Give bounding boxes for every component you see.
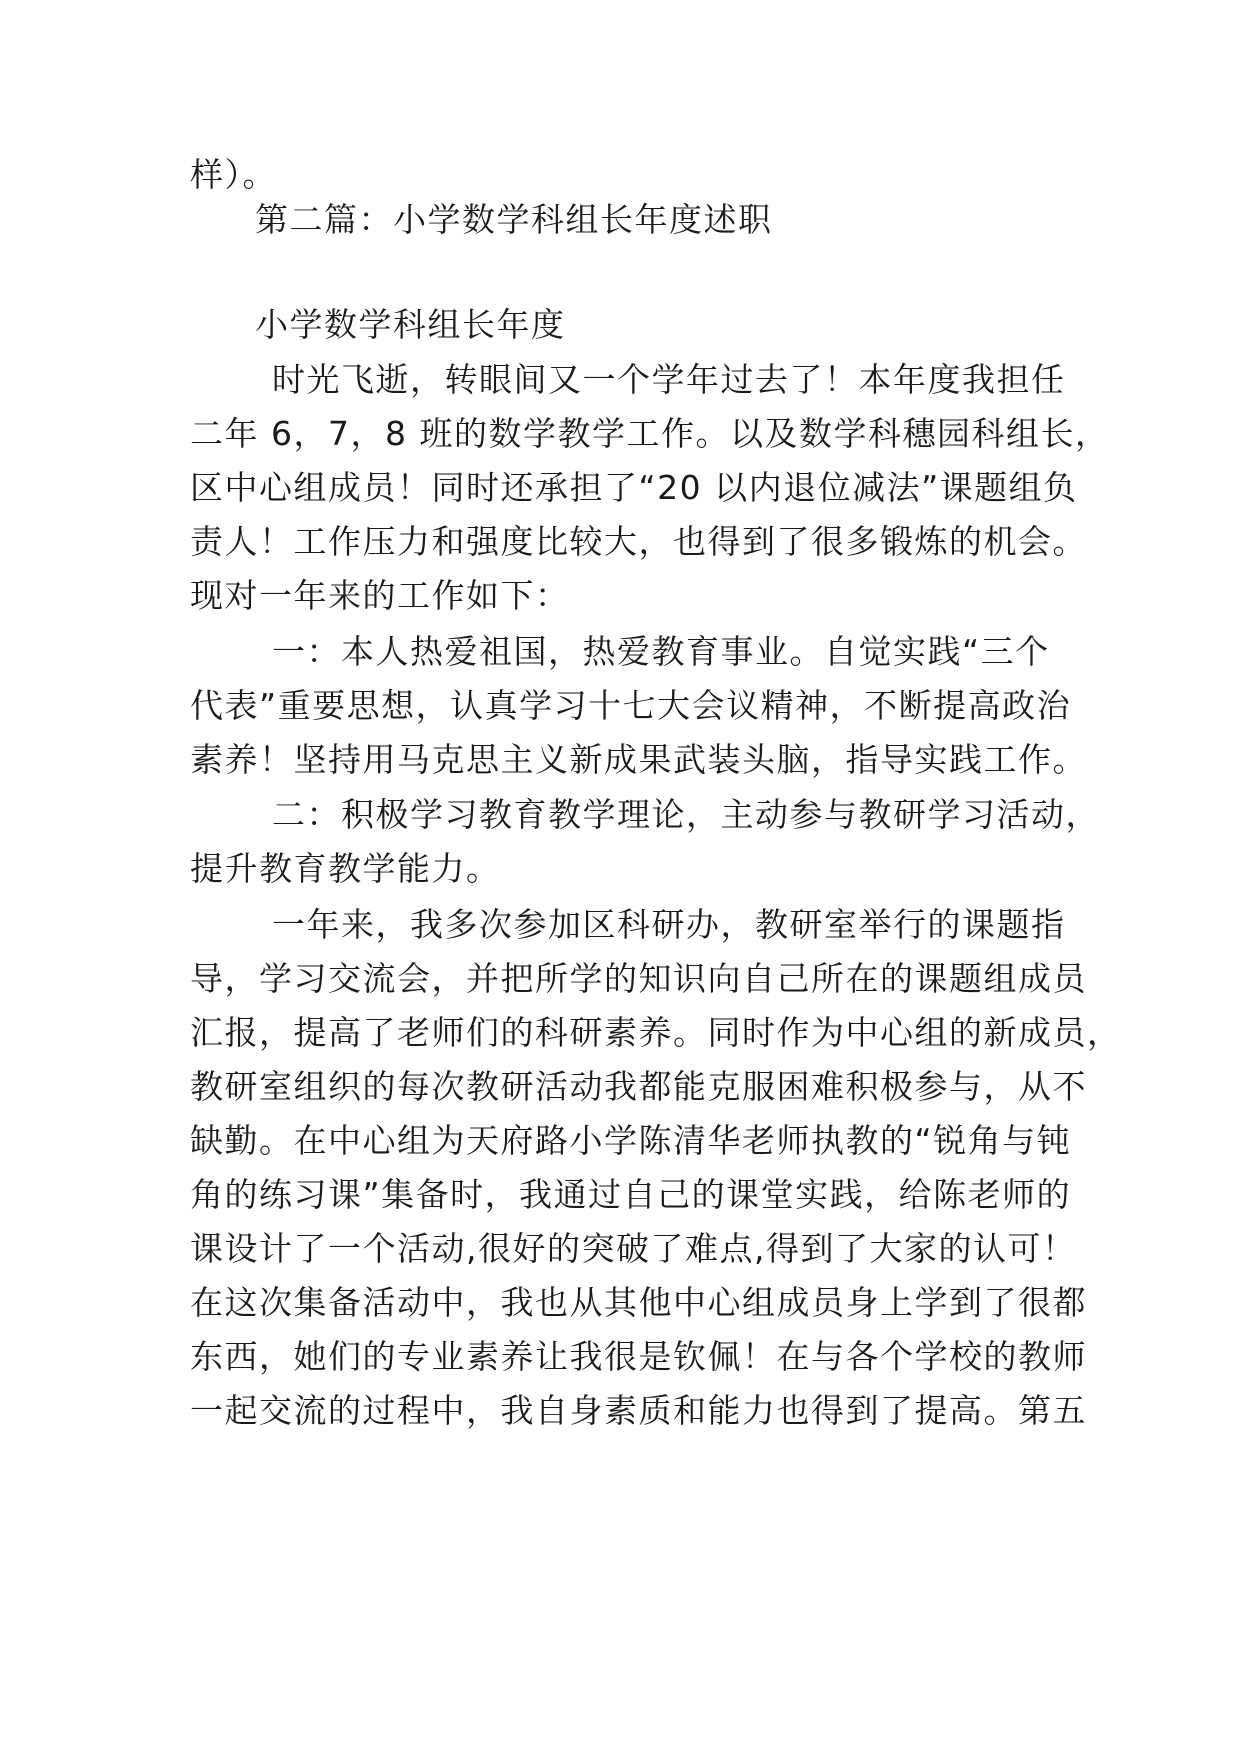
paragraph-line: 教研室组织的每次教研活动我都能克服困难积极参与，从不	[190, 1067, 1087, 1106]
paragraph-line: 东西，她们的专业素养让我很是钦佩！在与各个学校的教师	[190, 1337, 1087, 1376]
paragraph-line: 代表”重要思想，认真学习十七大会议精神，不断提高政治	[190, 686, 1072, 725]
paragraph-line: 现对一年来的工作如下：	[190, 576, 570, 615]
document-title: 小学数学科组长年度	[255, 305, 566, 344]
paragraph-line: 素养！坚持用马克思主义新成果武装头脑，指导实践工作。	[190, 740, 1087, 779]
paragraph-line: 一起交流的过程中，我自身素质和能力也得到了提高。第五	[190, 1391, 1087, 1430]
paragraph-line: 提升教育教学能力。	[190, 849, 501, 888]
paragraph-line: 一：本人热爱祖国，热爱教育事业。自觉实践“三个	[272, 632, 1050, 671]
section-heading: 第二篇：小学数学科组长年度述职	[255, 200, 773, 239]
paragraph-line: 区中心组成员！同时还承担了“20 以内退位减法”课题组负	[190, 468, 1078, 507]
paragraph-line: 导，学习交流会，并把所学的知识向自己所在的课题组成员	[190, 959, 1087, 998]
paragraph-line: 角的练习课”集备时，我通过自己的课堂实践，给陈老师的	[190, 1175, 1072, 1214]
paragraph-line: 二：积极学习教育教学理论，主动参与教研学习活动，	[272, 795, 1100, 834]
paragraph-line: 缺勤。在中心组为天府路小学陈清华老师执教的“锐角与钝	[190, 1121, 1072, 1160]
paragraph-line: 责人！工作压力和强度比较大，也得到了很多锻炼的机会。	[190, 522, 1087, 561]
text-line: 样）。	[190, 155, 277, 194]
paragraph-line: 二年 6，7，8 班的数学教学工作。以及数学科穗园科组长，	[190, 414, 1110, 453]
paragraph-line: 课设计了一个活动,很好的突破了难点,得到了大家的认可！	[190, 1229, 1077, 1268]
paragraph-line: 一年来，我多次参加区科研办，教研室举行的课题指	[272, 905, 1066, 944]
paragraph-line: 时光飞逝，转眼间又一个学年过去了！本年度我担任	[272, 360, 1066, 399]
paragraph-line: 在这次集备活动中，我也从其他中心组成员身上学到了很都	[190, 1283, 1087, 1322]
paragraph-line: 汇报，提高了老师们的科研素养。同时作为中心组的新成员，	[190, 1013, 1122, 1052]
